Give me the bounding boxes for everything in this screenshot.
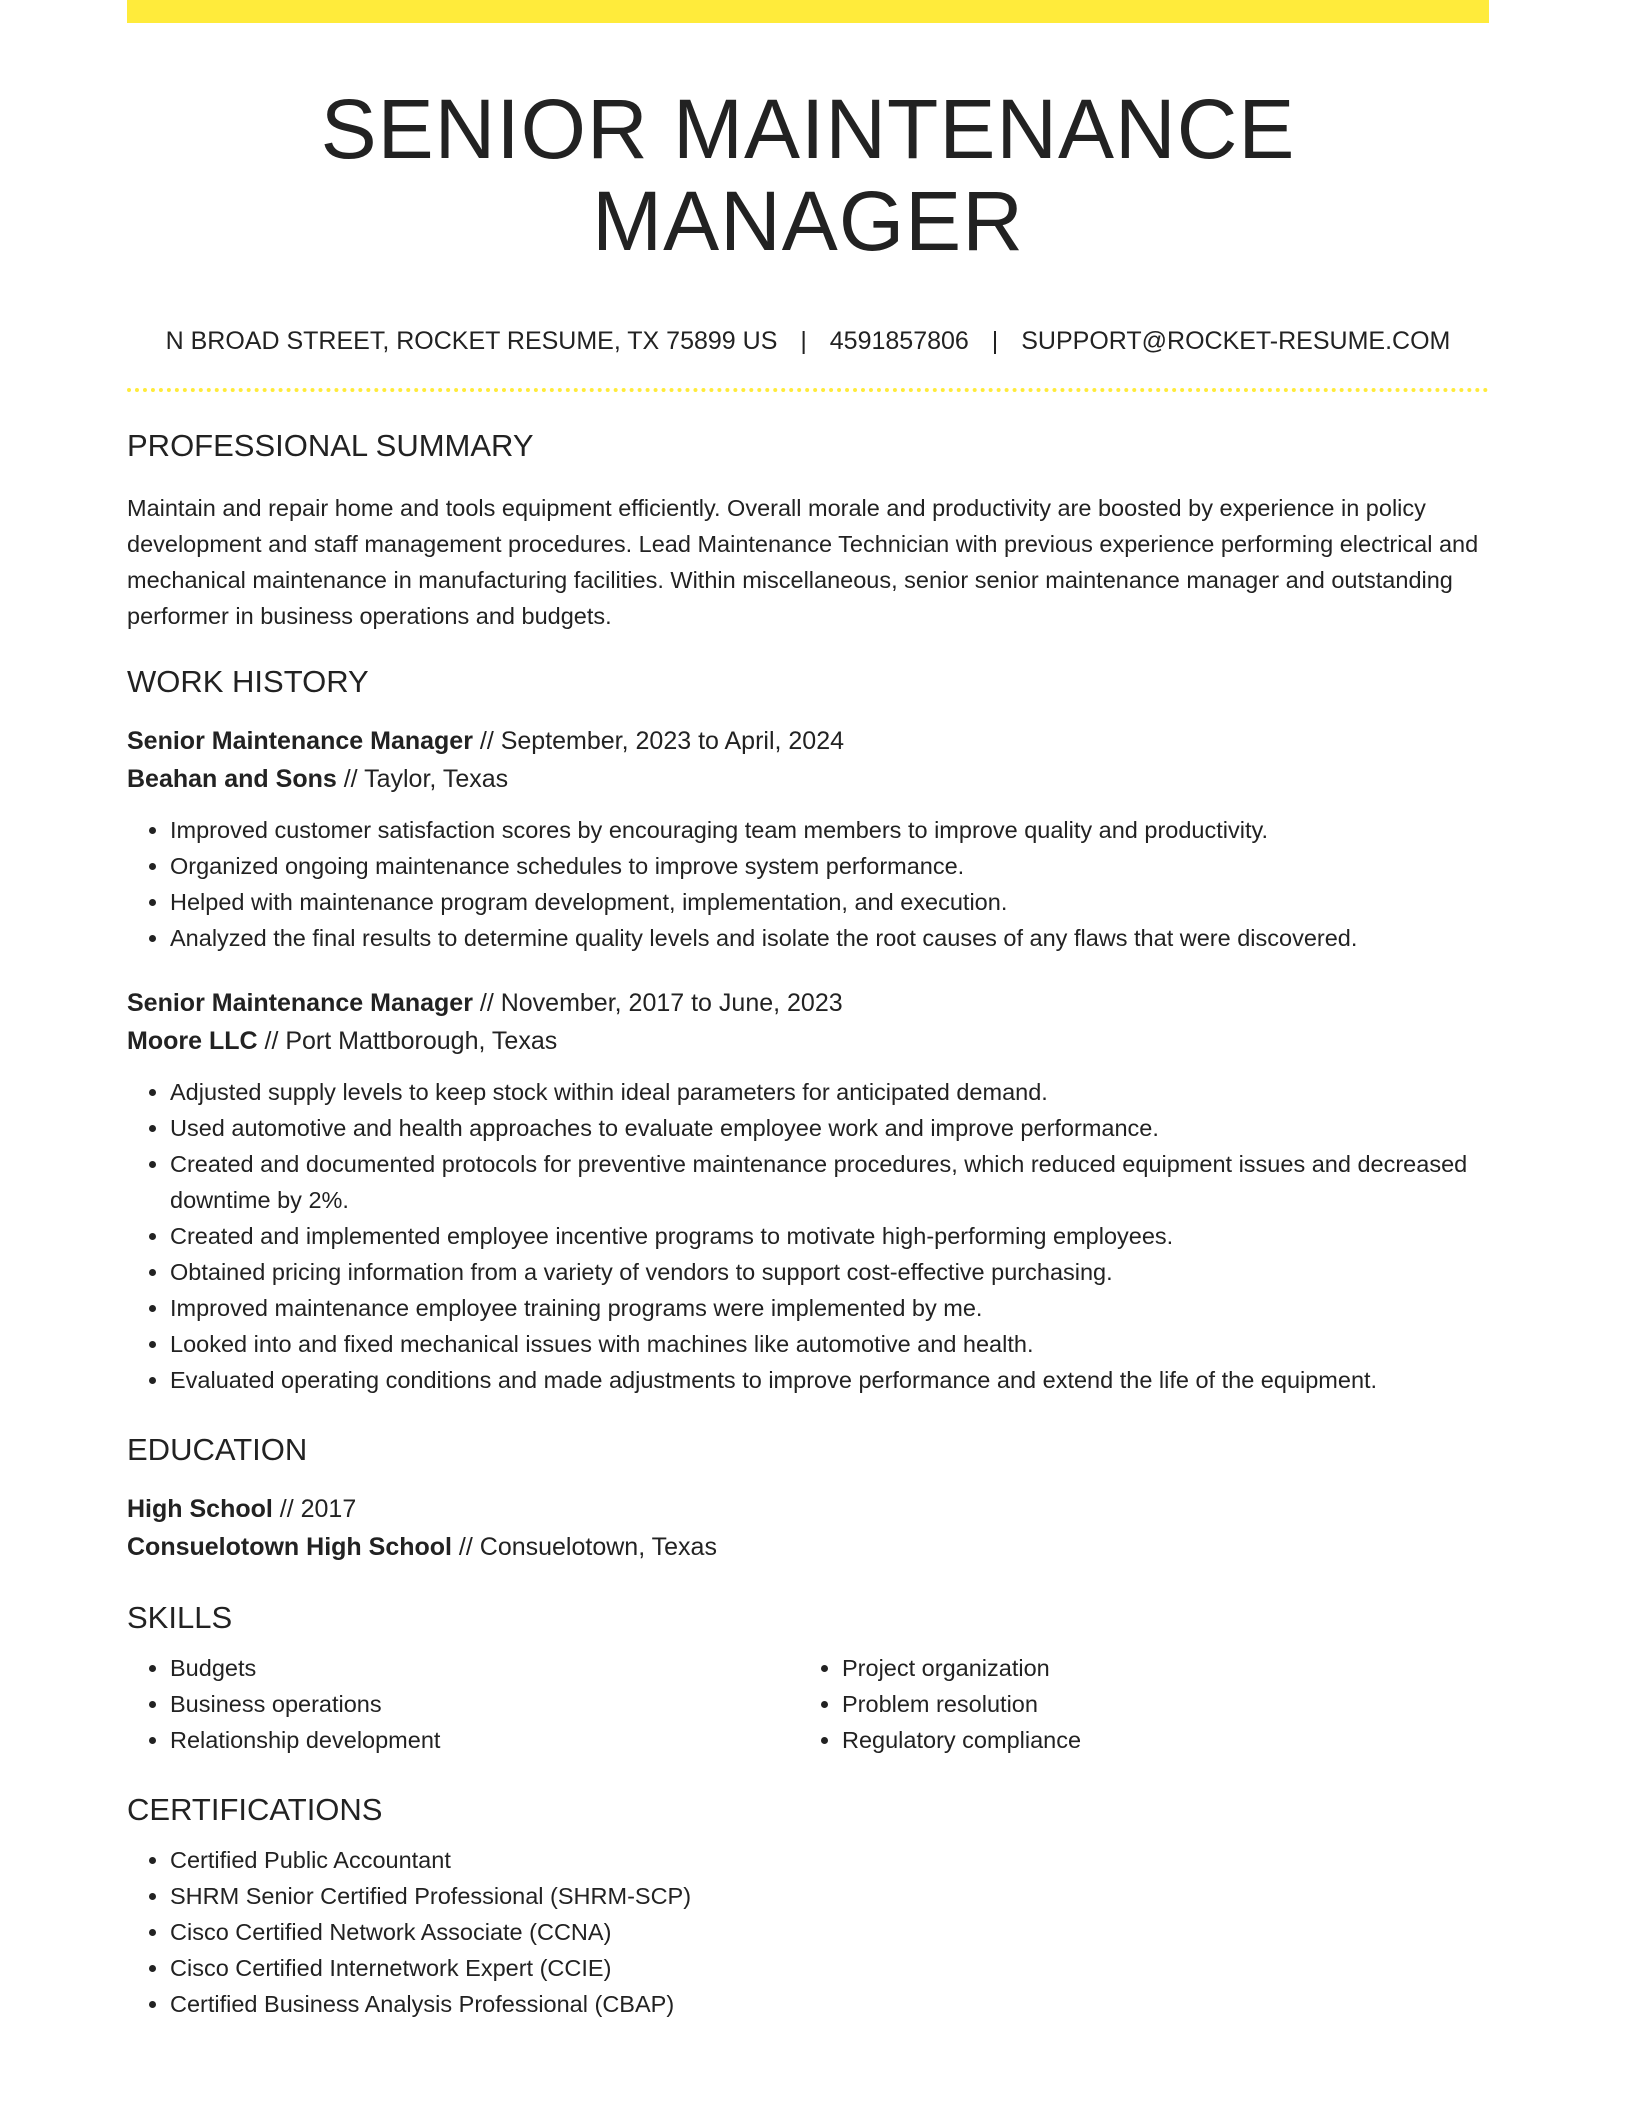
certifications-list xyxy=(127,1842,1489,2022)
job-dates: // November, 2017 to June, 2023 xyxy=(472,988,843,1017)
skills-column-left xyxy=(127,1650,799,1758)
education-degree: High School xyxy=(127,1494,273,1523)
job-entry xyxy=(127,984,1489,1398)
job-company-line xyxy=(127,1022,1489,1060)
education-heading: EDUCATION xyxy=(127,1431,308,1467)
contact-separator: | xyxy=(800,326,807,355)
job-bullets xyxy=(127,812,1489,956)
list-item: • SHRM Senior Certified Professional (SHRM-SCP) xyxy=(170,1878,1489,1914)
resume-page xyxy=(127,0,1489,2022)
education-year: // 2017 xyxy=(272,1494,357,1523)
accent-bar xyxy=(127,0,1489,23)
skills-heading: SKILLS xyxy=(127,1599,233,1635)
list-item: • Regulatory compliance xyxy=(842,1722,1471,1758)
job-location: // Port Mattborough, Texas xyxy=(257,1026,558,1055)
list-item: • Cisco Certified Network Associate (CCNA) xyxy=(170,1914,1489,1950)
list-item: • Evaluated operating conditions and made adjustments to improve performance and extend the life of the equipment. xyxy=(170,1362,1489,1398)
list-item: • Budgets xyxy=(170,1650,799,1686)
job-company: Beahan and Sons xyxy=(127,764,337,793)
list-item: • Organized ongoing maintenance schedules to improve system performance. xyxy=(170,848,1489,884)
job-role: Senior Maintenance Manager xyxy=(127,988,473,1017)
list-item: • Improved customer satisfaction scores by encouraging team members to improve quality and productivity. xyxy=(170,812,1489,848)
list-item: • Cisco Certified Internetwork Expert (CCIE) xyxy=(170,1950,1489,1986)
list-item: • Helped with maintenance program development, implementation, and execution. xyxy=(170,884,1489,920)
job-title-line xyxy=(127,984,1489,1022)
list-item: • Project organization xyxy=(842,1650,1471,1686)
summary-text: Maintain and repair home and tools equipment efficiently. Overall morale and productivity are boosted by experience in policy development and staff management procedures. Lead Maintenance Technician with previous experience performing electrical and mechanical maintenance in manufacturing facilities. Within miscellaneous, senior senior maintenance manager and outstanding performer in business operations and budgets. xyxy=(127,494,1479,629)
list-item: • Created and documented protocols for preventive maintenance procedures, which reduced equipment issues and decreased downtime by 2%. xyxy=(170,1146,1489,1218)
list-item: • Adjusted supply levels to keep stock within ideal parameters for anticipated demand. xyxy=(170,1074,1489,1110)
job-title-line xyxy=(127,722,1489,760)
job-entry xyxy=(127,722,1489,956)
list-item: • Obtained pricing information from a variety of vendors to support cost-effective purchasing. xyxy=(170,1254,1489,1290)
education-entry xyxy=(127,1490,1489,1566)
education-location: // Consuelotown, Texas xyxy=(451,1532,717,1561)
list-item: • Relationship development xyxy=(170,1722,799,1758)
certifications-heading: CERTIFICATIONS xyxy=(127,1791,383,1827)
job-bullets xyxy=(127,1074,1489,1398)
list-item: • Analyzed the final results to determine quality levels and isolate the root causes of any flaws that were discovered. xyxy=(170,920,1489,956)
contact-phone: 4591857806 xyxy=(829,326,969,355)
job-company: Moore LLC xyxy=(127,1026,258,1055)
education-school: Consuelotown High School xyxy=(127,1532,452,1561)
job-dates: // September, 2023 to April, 2024 xyxy=(472,726,845,755)
contact-separator: | xyxy=(991,326,999,355)
list-item: • Improved maintenance employee training programs were implemented by me. xyxy=(170,1290,1489,1326)
resume-name: SENIOR MAINTENANCE MANAGER xyxy=(320,82,1296,269)
work-history-heading: WORK HISTORY xyxy=(127,663,369,699)
list-item: • Certified Public Accountant xyxy=(170,1842,1489,1878)
list-item: • Used automotive and health approaches to evaluate employee work and improve performance. xyxy=(170,1110,1489,1146)
list-item: • Business operations xyxy=(170,1686,799,1722)
list-item: • Problem resolution xyxy=(842,1686,1471,1722)
job-company-line xyxy=(127,760,1489,798)
job-role: Senior Maintenance Manager xyxy=(127,726,473,755)
list-item: • Certified Business Analysis Professional (CBAP) xyxy=(170,1986,1489,2022)
contact-email: SUPPORT@ROCKET-RESUME.COM xyxy=(1021,326,1451,355)
contact-line xyxy=(127,326,1489,356)
summary-heading: PROFESSIONAL SUMMARY xyxy=(127,427,534,463)
contact-address: N BROAD STREET, ROCKET RESUME, TX 75899 US xyxy=(165,326,778,355)
education-degree-line xyxy=(127,1490,1489,1528)
list-item: • Looked into and fixed mechanical issues with machines like automotive and health. xyxy=(170,1326,1489,1362)
skills-column-right xyxy=(799,1650,1471,1758)
job-location: // Taylor, Texas xyxy=(336,764,509,793)
dotted-divider xyxy=(127,388,1489,392)
skills-grid xyxy=(127,1650,1489,1758)
list-item: • Created and implemented employee incentive programs to motivate high-performing employees. xyxy=(170,1218,1489,1254)
education-school-line xyxy=(127,1528,1489,1566)
